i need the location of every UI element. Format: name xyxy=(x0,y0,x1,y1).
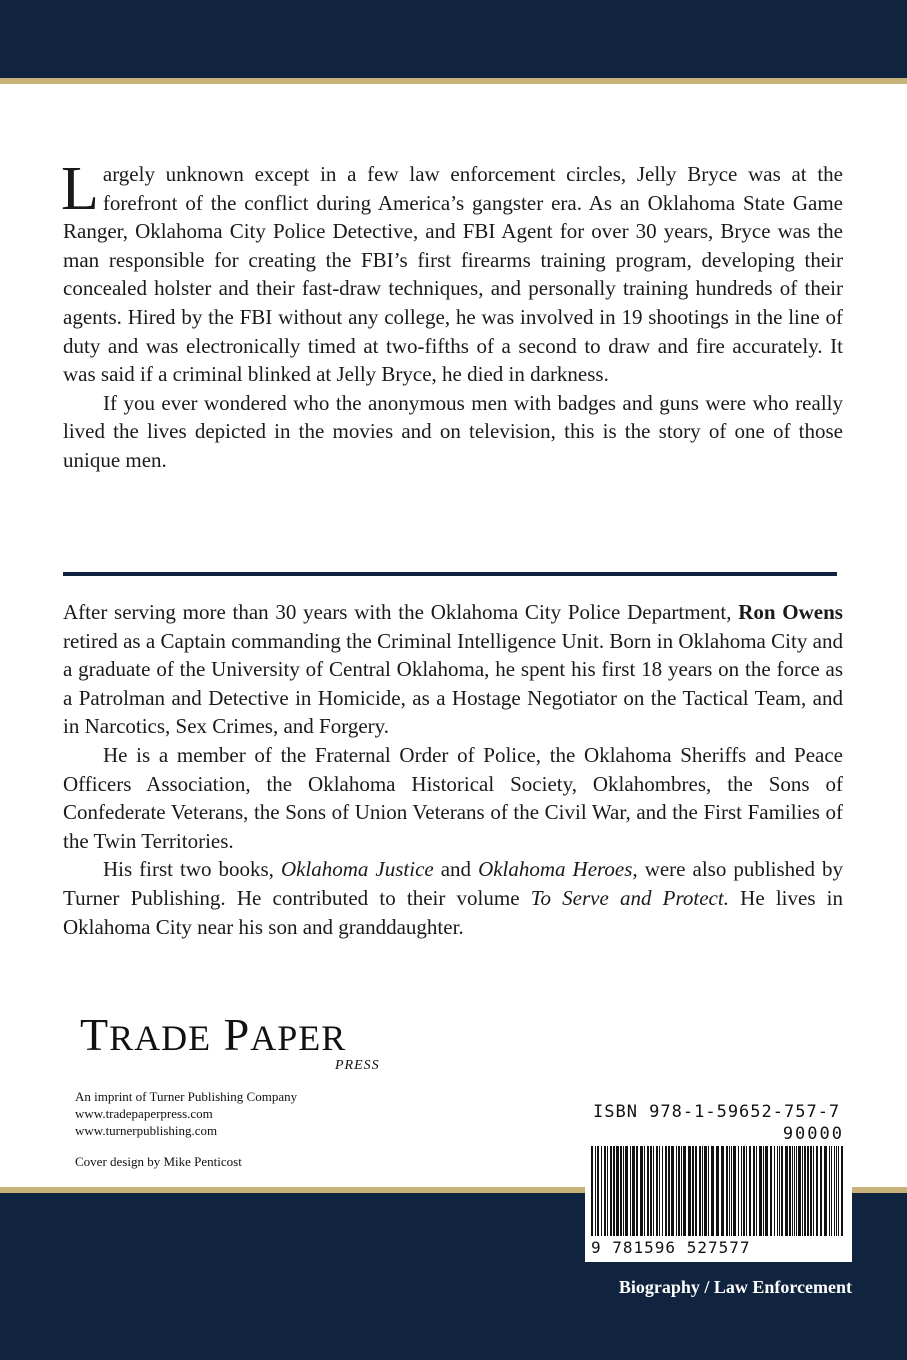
bio-text: After serving more than 30 years with the Oklahoma City Police Department, xyxy=(63,600,739,624)
barcode-bar xyxy=(636,1146,638,1236)
imprint-line: An imprint of Turner Publishing Company xyxy=(75,1089,298,1104)
barcode-bar xyxy=(597,1146,599,1236)
barcode-bar xyxy=(733,1146,736,1236)
barcode-bar xyxy=(671,1146,674,1236)
barcode-bar xyxy=(678,1146,680,1236)
bio-text: retired as a Captain commanding the Criminal Intelligence Unit. Born in Oklahoma City and a graduate of the University of Central Oklahoma, he spent his first 18 years on the force as a Patrolman and Detective in Homicide, as a Hostage Negotiator on the Tactical Team, and in Narcotics, Sex Crimes, and Forgery. xyxy=(63,628,843,739)
barcode-bar xyxy=(741,1146,742,1236)
barcode-bar xyxy=(759,1146,762,1236)
logo-letter: T xyxy=(80,1009,110,1060)
drop-cap: L xyxy=(61,155,99,223)
barcode-bar xyxy=(640,1146,643,1236)
logo-letters: RADE xyxy=(109,1018,212,1058)
barcode-bar xyxy=(798,1146,801,1236)
barcode-bar xyxy=(729,1146,730,1236)
barcode-bar xyxy=(702,1146,703,1236)
barcode-bar xyxy=(595,1146,596,1236)
ean-digits: 9 781596 527577 xyxy=(591,1238,751,1257)
bio-paragraph-1 xyxy=(63,598,843,741)
book-title-1: Oklahoma Justice xyxy=(280,857,434,882)
barcode-bar xyxy=(804,1146,806,1236)
barcode-bar xyxy=(789,1146,791,1236)
barcode-bar xyxy=(813,1146,814,1236)
barcode-bar xyxy=(731,1146,732,1236)
barcode-bar xyxy=(676,1146,677,1236)
bio-text: He lives in Oklahoma City near his son and granddaughter. xyxy=(63,885,844,939)
book-title-3: To Serve and Protect. xyxy=(530,885,729,910)
bio-text: and xyxy=(433,857,479,882)
price-code: 90000 xyxy=(782,1124,844,1144)
bio-paragraph-2: He is a member of the Fraternal Order of Police, the Oklahoma Sheriffs and Peace Officers Association, the Oklahoma Historical Society, Oklahombres, the Sons of Confederate Veterans, the Sons of Union Veterans of the Civil War, and the First Families of the Twin Territories. xyxy=(63,742,843,853)
logo-press-text: PRESS xyxy=(335,1058,380,1073)
barcode-bar xyxy=(765,1146,768,1236)
barcode-bar xyxy=(831,1146,832,1236)
barcode-bar xyxy=(721,1146,724,1236)
barcode-bar xyxy=(779,1146,780,1236)
barcode-bar xyxy=(738,1146,739,1236)
barcode-bar xyxy=(681,1146,682,1236)
barcode-bar xyxy=(650,1146,652,1236)
logo-letter: P xyxy=(223,1009,251,1060)
barcode-bars xyxy=(585,1146,852,1238)
barcode-bar xyxy=(604,1146,606,1236)
barcode-bar xyxy=(688,1146,691,1236)
barcode-bar xyxy=(836,1146,837,1236)
barcode-bar xyxy=(746,1146,747,1236)
barcode-bar xyxy=(802,1146,803,1236)
barcode-bar xyxy=(625,1146,628,1236)
bio-paragraph-3 xyxy=(63,855,843,941)
blurb-paragraph-2: If you ever wondered who the anonymous men with badges and guns were who really lived the lives depicted in the movies and on television, this is the story of one of those unique men. xyxy=(63,390,843,472)
bio-text: were also published by Turner Publishing. He contributed to their volume xyxy=(63,857,843,910)
barcode-bar xyxy=(777,1146,778,1236)
book-category: Biography / Law Enforcement xyxy=(618,1277,852,1297)
publisher-url-1: www.tradepaperpress.com xyxy=(75,1106,213,1121)
barcode-bar xyxy=(834,1146,835,1236)
logo-letters: APER xyxy=(250,1018,347,1058)
author-bio xyxy=(63,598,843,941)
book-blurb xyxy=(61,155,843,475)
barcode-bar xyxy=(601,1146,602,1236)
barcode-bar xyxy=(820,1146,822,1236)
barcode-bar xyxy=(810,1146,812,1236)
barcode-bar xyxy=(659,1146,660,1236)
barcode-bar xyxy=(692,1146,694,1236)
barcode-bar xyxy=(653,1146,654,1236)
barcode-bar xyxy=(623,1146,624,1236)
section-divider xyxy=(63,572,837,576)
barcode-bar xyxy=(716,1146,719,1236)
barcode-bar xyxy=(841,1146,843,1236)
barcode-bar xyxy=(665,1146,667,1236)
barcode-bar xyxy=(613,1146,615,1236)
barcode-bar xyxy=(807,1146,809,1236)
publisher-url-2: www.turnerpublishing.com xyxy=(75,1123,218,1138)
barcode-bar xyxy=(630,1146,631,1236)
blurb-paragraph-1 xyxy=(61,155,843,389)
barcode-bar xyxy=(647,1146,649,1236)
barcode-bar xyxy=(838,1146,839,1236)
barcode-bar xyxy=(616,1146,619,1236)
barcode-bar xyxy=(620,1146,622,1236)
bio-text: His first two books, xyxy=(103,857,281,882)
barcode-bar xyxy=(695,1146,697,1236)
barcode-bar xyxy=(699,1146,701,1236)
barcode-bar xyxy=(792,1146,793,1236)
barcode-block xyxy=(585,1100,852,1262)
top-gold-stripe xyxy=(0,78,907,84)
barcode-bar xyxy=(708,1146,709,1236)
barcode-bar xyxy=(829,1146,830,1236)
logo-wordmark xyxy=(80,1010,360,1063)
barcode-bar xyxy=(610,1146,612,1236)
top-navy-band xyxy=(0,0,907,78)
barcode-bar xyxy=(816,1146,818,1236)
barcode-bar xyxy=(662,1146,663,1236)
isbn-text: ISBN 978-1-59652-757-7 xyxy=(593,1102,841,1122)
barcode-bar xyxy=(794,1146,795,1236)
publisher-logo xyxy=(80,1009,380,1088)
barcode-bar xyxy=(774,1146,775,1236)
publisher-info xyxy=(75,1088,297,1139)
barcode-bar xyxy=(770,1146,772,1236)
barcode-bar xyxy=(607,1146,608,1236)
barcode-bar xyxy=(644,1146,645,1236)
barcode-bar xyxy=(683,1146,686,1236)
barcode-bar xyxy=(711,1146,714,1236)
barcode-bar xyxy=(726,1146,728,1236)
barcode-bar xyxy=(749,1146,751,1236)
barcode-bar xyxy=(632,1146,635,1236)
barcode-bar xyxy=(591,1146,593,1236)
book-title-2: Oklahoma Heroes, xyxy=(478,857,638,882)
cover-credit: Cover design by Mike Penticost xyxy=(75,1154,242,1169)
blurb-text-1: argely unknown except in a few law enforcement circles, Jelly Bryce was at the forefront of the conflict during America’s gangster era. As an Oklahoma State Game Ranger, Oklahoma City Police Detective, and FBI Agent for over 30 years, Bryce was the man responsible for creating the FBI’s first firearms training program, developing their concealed holster and their fast-draw techniques, and personally training hundreds of their agents. Hired by the FBI without any college, he was involved in 19 shootings in the line of duty and was electronically timed at two-fifths of a second to draw and fire accurately. It was said if a criminal blinked at Jelly Bryce, he died in darkness. xyxy=(63,162,843,387)
logo-press xyxy=(335,1058,380,1074)
barcode-bar xyxy=(796,1146,797,1236)
author-name: Ron Owens xyxy=(738,600,843,624)
barcode-bar xyxy=(781,1146,783,1236)
barcode-bar xyxy=(785,1146,788,1236)
barcode-bar xyxy=(753,1146,755,1236)
barcode-bar xyxy=(756,1146,757,1236)
barcode-bar xyxy=(668,1146,670,1236)
barcode-bar xyxy=(704,1146,707,1236)
barcode-bar xyxy=(743,1146,745,1236)
barcode-bar xyxy=(656,1146,658,1236)
barcode-bar xyxy=(824,1146,827,1236)
barcode-bar xyxy=(763,1146,764,1236)
